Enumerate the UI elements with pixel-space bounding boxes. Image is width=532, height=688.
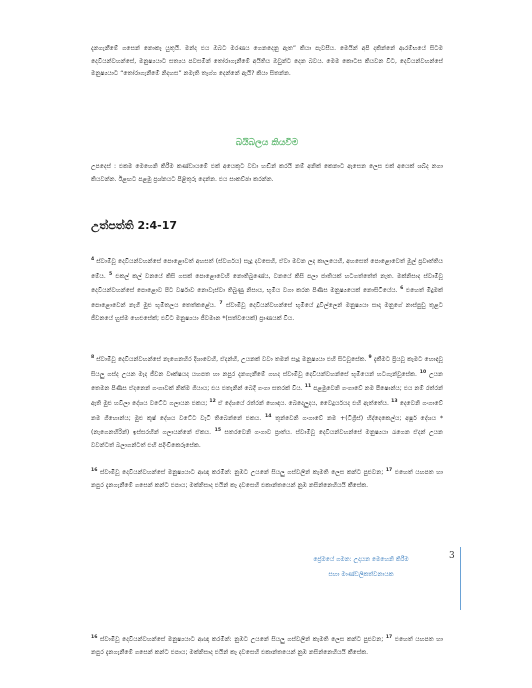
footer-subtitle: සහා මාණ්ඩලිකත්වනායක — [328, 571, 394, 578]
verses-paragraph-3 — [91, 465, 443, 492]
verse-number: 4 — [91, 257, 95, 262]
verse-text: දැකීමට ප්‍රියවූ කෑමට හොඳවූ සියලු ගස්ද උයන මැද ජීවන වෘක්ෂයද යහපත හා නපුර දැනගැනීමේ ගහද ස්වාමිවූ දෙවියන්වහන්සේ භූමියෙන් හටගැන්වූසේක. — [91, 356, 443, 378]
verse-text: සතරවෙනි ගංගාව ප්‍රාත්ය. ස්වාමිවූ දෙවියන්වහන්සේ මනුෂ්‍යයා රැගෙන ඒදන් උයන වවන්ටත් බලාගන්ටත් එහි පදිංචිකෙරූසේක. — [91, 429, 444, 449]
footer-divider — [460, 547, 461, 610]
instructions-paragraph: උපදෙස් : එකම මෙහෙනි කිරීම කණ්ඩායමේ එක් අයෙකුට වඩා හඬින් කරයි නම් අනික් කෙනාට ඇසෙන ලෙස එක් අයෙක් ශබ්ද නගා කියවන්න. ඊළඟට පළමු ප්‍රශ්නයට පිළිතුරු දෙන්න. එය සාකච්ඡා කරන්න. — [91, 163, 443, 183]
passage-title: උත්පත්ති 2:4-17 — [91, 219, 178, 232]
page-footer — [280, 552, 442, 582]
verse-number: 8 — [91, 355, 95, 360]
verse-text: පළමුවෙනි ගංගාවේ නම පීෂොන්ය; එය නම් රත්රන් ඇති මුළු හවිලා දේශය වටේට ගලායන එකය; — [91, 385, 443, 407]
verse-text: එකල් කල් වනයේ කිසි ගසක් පොළොවෙහි නොතිබුණේය, වනයේ කිසි පලා ජාතියක් හටගත්තේත් නැත. මක්නිසාද ස්වාමිවූ දෙවියන්වහන්සේ පොළොව පිට වර්ෂාව නොවැස්වා තිබුණු නිසාය, භූමිය වගා කරන පිණිස මනුෂ්‍යයෙක් නොසිටියේය. — [91, 272, 443, 295]
verse-number: 5 — [109, 271, 113, 277]
verse-number: 15 — [214, 428, 222, 434]
verse-text: ස්වාමිවූ දෙවියන්වහන්සේ මනුෂ්‍යයාට ආඥා කරමින්: නුඹට උයනේ සියලු ගස්වලින් කැමති ලෙස කන්ට පුළුවන; — [97, 469, 386, 477]
verse-number: 14 — [265, 413, 272, 419]
verse-number: 10 — [419, 369, 427, 375]
verse-text: උයන තෙමන පිණිස ඒදනෙන් ගංගාවක් නික්ම ගියාය; එය එතැනින් බෙදී ගංගා සතරක් විය. — [91, 370, 443, 393]
verse-number: 16 — [91, 635, 98, 640]
verse-text: එහෙත් යහපත හා නපුර දැනගැනීමේ ගසෙන් කන්ට එපාය; මක්නිසාද එයින් කෑ දවසෙහි එකාන්තයෙන් නුඹ නසින්නෙහියයි කීසේක. — [91, 469, 443, 489]
verse-number: 11 — [304, 384, 312, 390]
verse-number: 12 — [209, 398, 216, 404]
verse-text: එහෙත් යහපත හා නපුර දැනගැනීමේ ගසෙන් කන්ට එපාය; මක්නිසාද එයින් කෑ දවසෙහි එකාන්තයෙන් නුඹ නසින්නෙහියයි කීසේක. — [91, 636, 443, 656]
verse-number: 9 — [368, 355, 372, 360]
continuation-paragraph — [91, 632, 443, 659]
verse-number: 17 — [385, 468, 393, 473]
verse-number: 7 — [219, 300, 223, 306]
section-heading: බයිබලය කියවීම — [235, 138, 299, 148]
verse-text: එහෙත් මීදුමක් පොළොවෙන් නැගී මුළු භූමිතලය තෙත්කළේය. — [91, 287, 443, 309]
intro-paragraph: දැනගැනීමේ ගසෙන් නොකෑ යුතුයි. මන්ද එය ඔබට මරණය ගෙනදෙනු ඇත” කියා පැවසීය. මෙයින් අපි දකින්නේ ආරම්භයේ සිටම දෙවියන්වහන්සේ, මනුෂ්‍යයාට සත්‍යය පවසමින් තෝරාගැනීමේ අයිතිය ඔවුන්ට දෙන බවය. මෙම කොටස කියවන විට, දෙවියන්වහන්සේ මනුෂ්‍යයාට “තෝරාගැනීමේ නිදහස” නමැති තෑග්ග දෙන්නේ ඇයි? කියා සිතන්න. — [91, 45, 443, 78]
verse-text: ස්වාමිවූ දෙවියන්වහන්සේ මනුෂ්‍යයාට ආඥා කරමින්: නුඹට උයනේ සියලු ගස්වලින් කැමති ලෙස කන්ට පුළුවන; — [97, 636, 386, 644]
verse-text: ඒ දේශයේ රත්රන් හොඳය. බෙදෙලුදය, වෛදූර්යයද එහි ඇත්තේය. — [215, 399, 392, 407]
page-number: 3 — [449, 551, 455, 561]
verses-paragraph-1 — [91, 254, 443, 325]
verse-number: 16 — [91, 468, 98, 473]
verse-number: 17 — [385, 635, 393, 640]
verse-number: 13 — [391, 398, 398, 404]
footer-title: ප්‍රේමයේ ගමන: උදායන මෙහෙනි කිරීම — [313, 556, 409, 563]
verse-text: තුන්වෙනි ගංගාවේ නම +(ටීග්‍රිස්) හිද්දෙකෙල්ය; අෂූර් දේශය *(නැගෙනහිරින්) ඉස්සරහින් ගලායන්නේ ඒකය. — [91, 414, 443, 437]
verse-text: ස්වාමිවූ දෙවියන්වහන්සේ භූමියේ දූවිල්ලෙන් මනුෂ්‍යයා සාදා මනුගේ නාස්පුඩු තුළට ජීවනයේ හුස්ම හෙළුසේක්; එවිට මනුෂ්‍යයා ජීවමාන *(සත්වයෙක්) ප්‍රාණයක් විය. — [91, 301, 443, 322]
verse-text: දෙවෙනි ගංගාවේ නම ගීහොන්ය; මුළු කූෂ් දේශය වටේට වැටී තිබෙන්නේ එකය. — [91, 399, 443, 422]
verse-text: ස්වාමිවූ දෙවියන්වහන්සේ නැගෙනහිර දිශාවෙහි, ඒදන්හි, උයනක් වවා තමන් සෑදූ මනුෂ්‍යයා එහි සිටවූසේක. — [94, 356, 369, 364]
verses-paragraph-2 — [91, 352, 443, 452]
verse-number: 6 — [400, 286, 404, 292]
verse-text: ස්වාමිවූ දෙවියන්වහන්සේ පොළොවත් අහසත් (ස්වර්ගය) සෑදූ දවසෙහි, ඒවා මවන ලද කාලයෙහි, අහසෙත් පොළොවෙත් මූල් ප්‍රවෘත්තිය මේය. — [91, 258, 443, 280]
